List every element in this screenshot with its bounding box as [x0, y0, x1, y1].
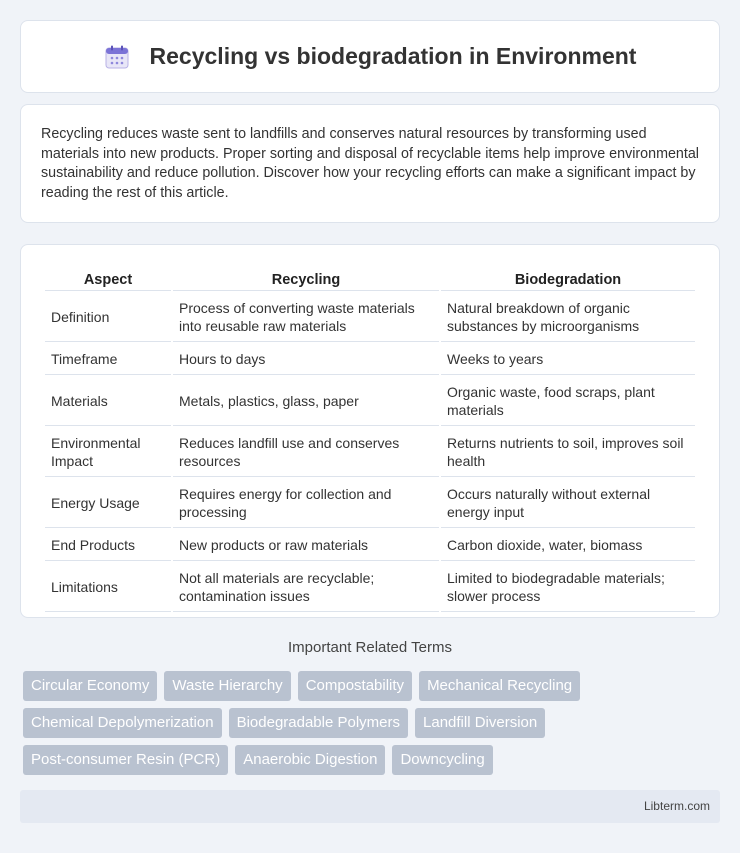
table-cell: Requires energy for collection and processing [173, 479, 439, 528]
table-cell: Environmental Impact [45, 428, 171, 477]
table-row [45, 293, 695, 342]
related-terms-list [23, 671, 723, 775]
tag-circular-economy[interactable]: Circular Economy [23, 671, 157, 701]
table-cell: Returns nutrients to soil, improves soil health [441, 428, 695, 477]
intro-text: Recycling reduces waste sent to landfills and conserves natural resources by transforming used materials into new products. Proper sorting and disposal of recyclable items help improve environmental sustainability and reduce pollution. Discover how your recycling efforts can make a significant impact by reading the rest of this article. [41, 126, 699, 201]
table-cell: New products or raw materials [173, 530, 439, 561]
table-cell: Reduces landfill use and conserves resources [173, 428, 439, 477]
table-row [45, 479, 695, 528]
related-terms-title: Important Related Terms [288, 639, 452, 656]
table-cell: Metals, plastics, glass, paper [173, 377, 439, 426]
tag-mechanical-recycling[interactable]: Mechanical Recycling [419, 671, 580, 701]
tag-post-consumer-resin[interactable]: Post-consumer Resin (PCR) [23, 745, 228, 775]
page-title: Recycling vs biodegradation in Environment [149, 43, 637, 69]
column-header-aspect: Aspect [45, 269, 171, 291]
column-header-biodegradation: Biodegradation [441, 269, 695, 291]
intro-card [20, 104, 720, 223]
table-cell: Weeks to years [441, 344, 695, 375]
table-header-row [45, 269, 695, 291]
table-cell: Natural breakdown of organic substances by microorganisms [441, 293, 695, 342]
table-row [45, 530, 695, 561]
comparison-table-card [20, 244, 720, 618]
table-cell: Carbon dioxide, water, biomass [441, 530, 695, 561]
comparison-table [43, 267, 697, 614]
table-cell: Materials [45, 377, 171, 426]
table-cell: Process of converting waste materials into reusable raw materials [173, 293, 439, 342]
column-header-recycling: Recycling [173, 269, 439, 291]
table-row [45, 563, 695, 612]
footer-brand-link[interactable]: Libterm.com [643, 799, 710, 813]
table-row [45, 428, 695, 477]
footer [20, 790, 720, 823]
tag-chemical-depolymerization[interactable]: Chemical Depolymerization [23, 708, 222, 738]
tag-biodegradable-polymers[interactable]: Biodegradable Polymers [229, 708, 408, 738]
calendar-icon [104, 44, 130, 70]
table-cell: End Products [45, 530, 171, 561]
tag-downcycling[interactable]: Downcycling [392, 745, 492, 775]
tag-waste-hierarchy[interactable]: Waste Hierarchy [164, 671, 290, 701]
table-cell: Definition [45, 293, 171, 342]
table-cell: Not all materials are recyclable; contamination issues [173, 563, 439, 612]
table-row [45, 377, 695, 426]
table-cell: Timeframe [45, 344, 171, 375]
table-cell: Limited to biodegradable materials; slower process [441, 563, 695, 612]
tag-landfill-diversion[interactable]: Landfill Diversion [415, 708, 545, 738]
table-cell: Energy Usage [45, 479, 171, 528]
table-cell: Hours to days [173, 344, 439, 375]
table-cell: Occurs naturally without external energy input [441, 479, 695, 528]
tag-compostability[interactable]: Compostability [298, 671, 412, 701]
header-card [20, 20, 720, 93]
table-cell: Organic waste, food scraps, plant materials [441, 377, 695, 426]
table-cell: Limitations [45, 563, 171, 612]
table-row [45, 344, 695, 375]
tag-anaerobic-digestion[interactable]: Anaerobic Digestion [235, 745, 385, 775]
